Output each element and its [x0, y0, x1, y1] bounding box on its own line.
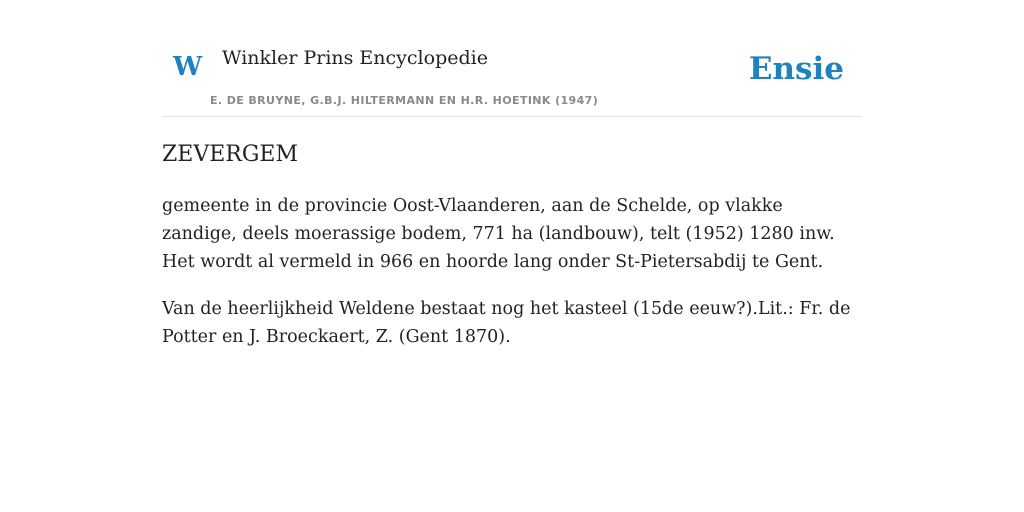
source-title[interactable]: Winkler Prins Encyclopedie [222, 47, 488, 69]
source-logo[interactable]: W [173, 52, 203, 82]
entry-paragraph: Van de heerlijkheid Weldene bestaat nog het kasteel (15de eeuw?).Lit.: Fr. de Potter en J. Broeckaert, Z. (Gent 1870). [162, 299, 851, 347]
source-authors: E. DE BRUYNE, G.B.J. HILTERMANN EN H.R. HOETINK (1947) [210, 94, 599, 107]
ensie-logo-link[interactable]: Ensie [748, 51, 844, 87]
source-header [162, 0, 862, 117]
entry-title: ZEVERGEM [162, 142, 299, 167]
entry-paragraph: gemeente in de provincie Oost-Vlaanderen, aan de Schelde, op vlakke zandige, deels moerassige bodem, 771 ha (landbouw), telt (1952) 1280 inw. Het wordt al vermeld in 966 en hoorde lang onder St-Pietersabdij te Gent. [162, 196, 835, 272]
entry-body [162, 192, 862, 370]
